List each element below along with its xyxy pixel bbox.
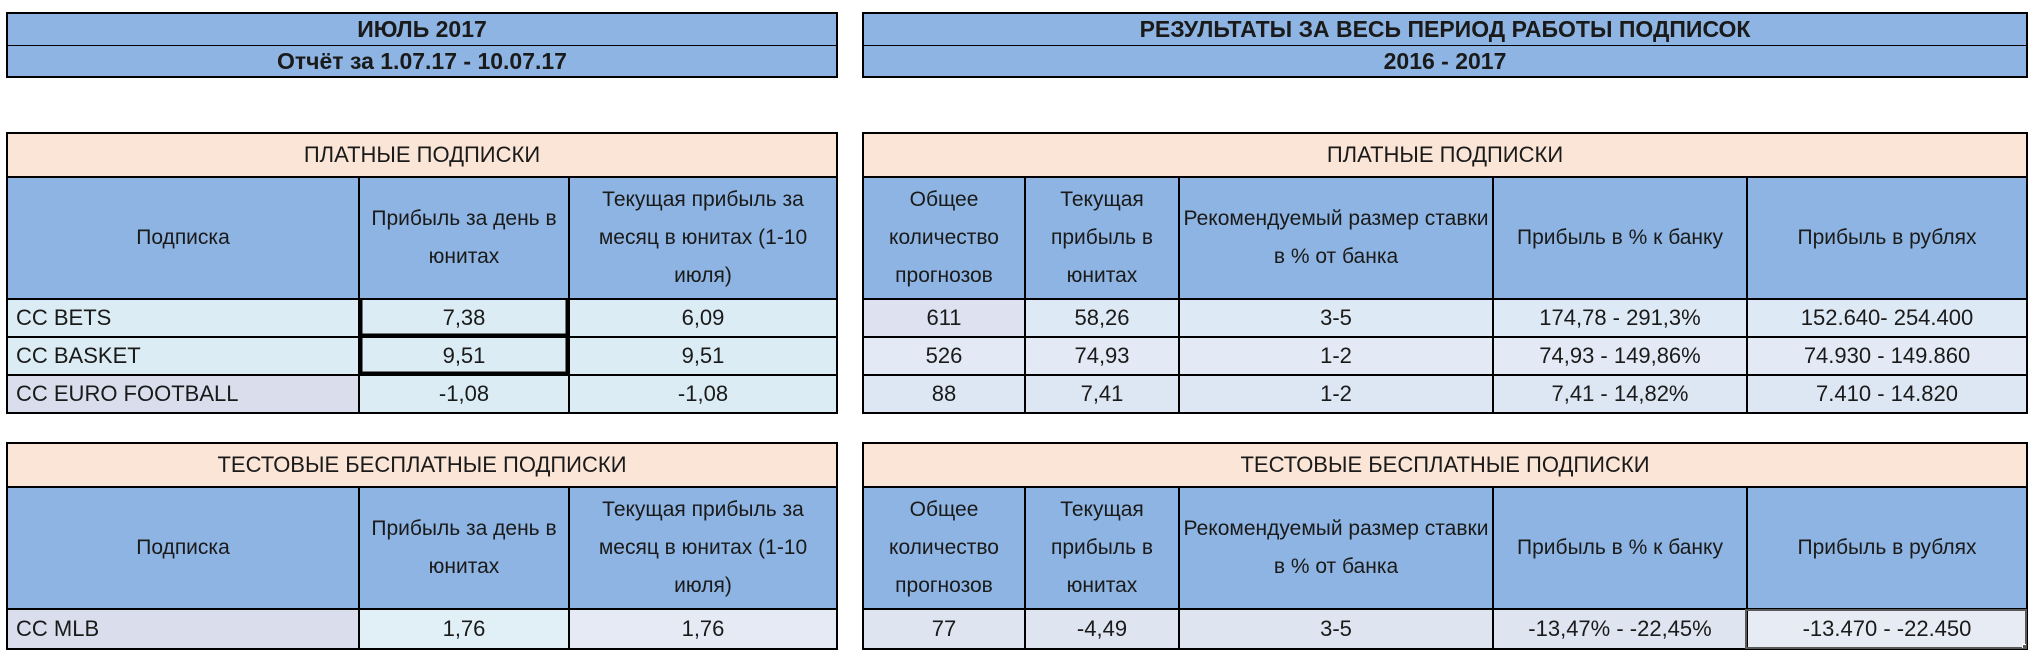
bank-percent-profit-cell[interactable]: 7,41 - 14,82% <box>1492 376 1746 412</box>
bank-percent-profit-cell[interactable]: -13,47% - -22,45% <box>1492 610 1746 648</box>
total-forecasts-cell[interactable]: 88 <box>864 376 1024 412</box>
daily-test-table-title: ТЕСТОВЫЕ БЕСПЛАТНЫЕ ПОДПИСКИ <box>8 444 836 486</box>
table-row <box>8 336 836 374</box>
stake-size-cell[interactable]: 3-5 <box>1178 610 1492 648</box>
column-header-day-profit[interactable]: Прибыль за день в юнитах <box>358 488 568 608</box>
overall-paid-table <box>862 132 2028 414</box>
units-profit-cell[interactable]: -4,49 <box>1024 610 1178 648</box>
table-row <box>864 374 2026 412</box>
subscription-name-cell[interactable]: CC EURO FOOTBALL <box>8 376 358 412</box>
column-header-subscription[interactable]: Подписка <box>136 536 230 559</box>
table-row <box>8 298 836 336</box>
column-header-subscription[interactable]: Подписка <box>136 226 230 249</box>
table-row <box>864 336 2026 374</box>
column-header-month-profit[interactable]: Текущая прибыль за месяц в юнитах (1-10 июля) <box>568 178 836 298</box>
overall-header-subtitle: 2016 - 2017 <box>864 45 2026 76</box>
month-profit-cell[interactable]: 9,51 <box>568 338 836 374</box>
daily-test-table <box>6 442 838 650</box>
units-profit-cell[interactable]: 58,26 <box>1024 300 1178 336</box>
table-row <box>864 608 2026 648</box>
bank-percent-profit-cell[interactable]: 174,78 - 291,3% <box>1492 300 1746 336</box>
column-header-total-forecasts[interactable]: Общее количество прогнозов <box>889 188 999 287</box>
column-header-stake-size[interactable]: Рекомендуемый размер ставки в % от банка <box>1178 178 1492 298</box>
units-profit-cell[interactable]: 7,41 <box>1024 376 1178 412</box>
total-forecasts-cell[interactable]: 77 <box>864 610 1024 648</box>
column-header-rub-profit[interactable]: Прибыль в рублях <box>1746 178 2026 298</box>
table-row <box>8 374 836 412</box>
daily-paid-header-row <box>8 176 836 298</box>
month-profit-cell[interactable]: 1,76 <box>568 610 836 648</box>
column-header-units-profit[interactable]: Текущая прибыль в юнитах <box>1024 488 1178 608</box>
units-profit-cell[interactable]: 74,93 <box>1024 338 1178 374</box>
stake-size-cell[interactable]: 1-2 <box>1178 376 1492 412</box>
period-header-subtitle: Отчёт за 1.07.17 - 10.07.17 <box>8 45 836 76</box>
stake-size-cell[interactable]: 3-5 <box>1178 300 1492 336</box>
overall-header <box>862 12 2028 78</box>
daily-paid-table-title: ПЛАТНЫЕ ПОДПИСКИ <box>8 134 836 176</box>
column-header-total-forecasts[interactable]: Общее количество прогнозов <box>889 498 999 597</box>
period-header <box>6 12 838 78</box>
column-header-bank-percent-profit[interactable]: Прибыль в % к банку <box>1492 488 1746 608</box>
rub-profit-cell[interactable]: 74.930 - 149.860 <box>1746 338 2026 374</box>
period-header-title: ИЮЛЬ 2017 <box>357 16 487 42</box>
month-profit-cell[interactable]: -1,08 <box>568 376 836 412</box>
subscription-name-cell[interactable]: CC BASKET <box>8 338 358 374</box>
column-header-month-profit[interactable]: Текущая прибыль за месяц в юнитах (1-10 июля) <box>568 488 836 608</box>
total-forecasts-cell[interactable]: 611 <box>864 300 1024 336</box>
overall-header-title: РЕЗУЛЬТАТЫ ЗА ВЕСЬ ПЕРИОД РАБОТЫ ПОДПИСОК <box>1139 16 1751 42</box>
daily-test-header-row <box>8 486 836 608</box>
subscription-name-cell[interactable]: CC MLB <box>8 610 358 648</box>
overall-test-table <box>862 442 2028 650</box>
day-profit-cell[interactable]: 1,76 <box>358 610 568 648</box>
total-forecasts-cell[interactable]: 526 <box>864 338 1024 374</box>
month-profit-cell[interactable]: 6,09 <box>568 300 836 336</box>
day-profit-cell[interactable]: 9,51 <box>358 338 568 374</box>
rub-profit-cell[interactable]: 152.640- 254.400 <box>1746 300 2026 336</box>
fill-handle[interactable] <box>2022 644 2026 648</box>
day-profit-cell[interactable]: -1,08 <box>358 376 568 412</box>
subscription-name-cell[interactable]: CC BETS <box>8 300 358 336</box>
overall-paid-table-title: ПЛАТНЫЕ ПОДПИСКИ <box>864 134 2026 176</box>
column-header-stake-size[interactable]: Рекомендуемый размер ставки в % от банка <box>1178 488 1492 608</box>
stake-size-cell[interactable]: 1-2 <box>1178 338 1492 374</box>
day-profit-cell[interactable]: 7,38 <box>358 300 568 336</box>
column-header-rub-profit[interactable]: Прибыль в рублях <box>1746 488 2026 608</box>
rub-profit-cell-selected[interactable]: -13.470 - -22.450 <box>1746 610 2026 648</box>
table-row <box>8 608 836 648</box>
daily-paid-table <box>6 132 838 414</box>
table-row <box>864 298 2026 336</box>
overall-test-header-row <box>864 486 2026 608</box>
rub-profit-cell[interactable]: 7.410 - 14.820 <box>1746 376 2026 412</box>
bank-percent-profit-cell[interactable]: 74,93 - 149,86% <box>1492 338 1746 374</box>
overall-test-table-title: ТЕСТОВЫЕ БЕСПЛАТНЫЕ ПОДПИСКИ <box>864 444 2026 486</box>
column-header-day-profit[interactable]: Прибыль за день в юнитах <box>358 178 568 298</box>
column-header-bank-percent-profit[interactable]: Прибыль в % к банку <box>1492 178 1746 298</box>
overall-paid-header-row <box>864 176 2026 298</box>
column-header-units-profit[interactable]: Текущая прибыль в юнитах <box>1024 178 1178 298</box>
